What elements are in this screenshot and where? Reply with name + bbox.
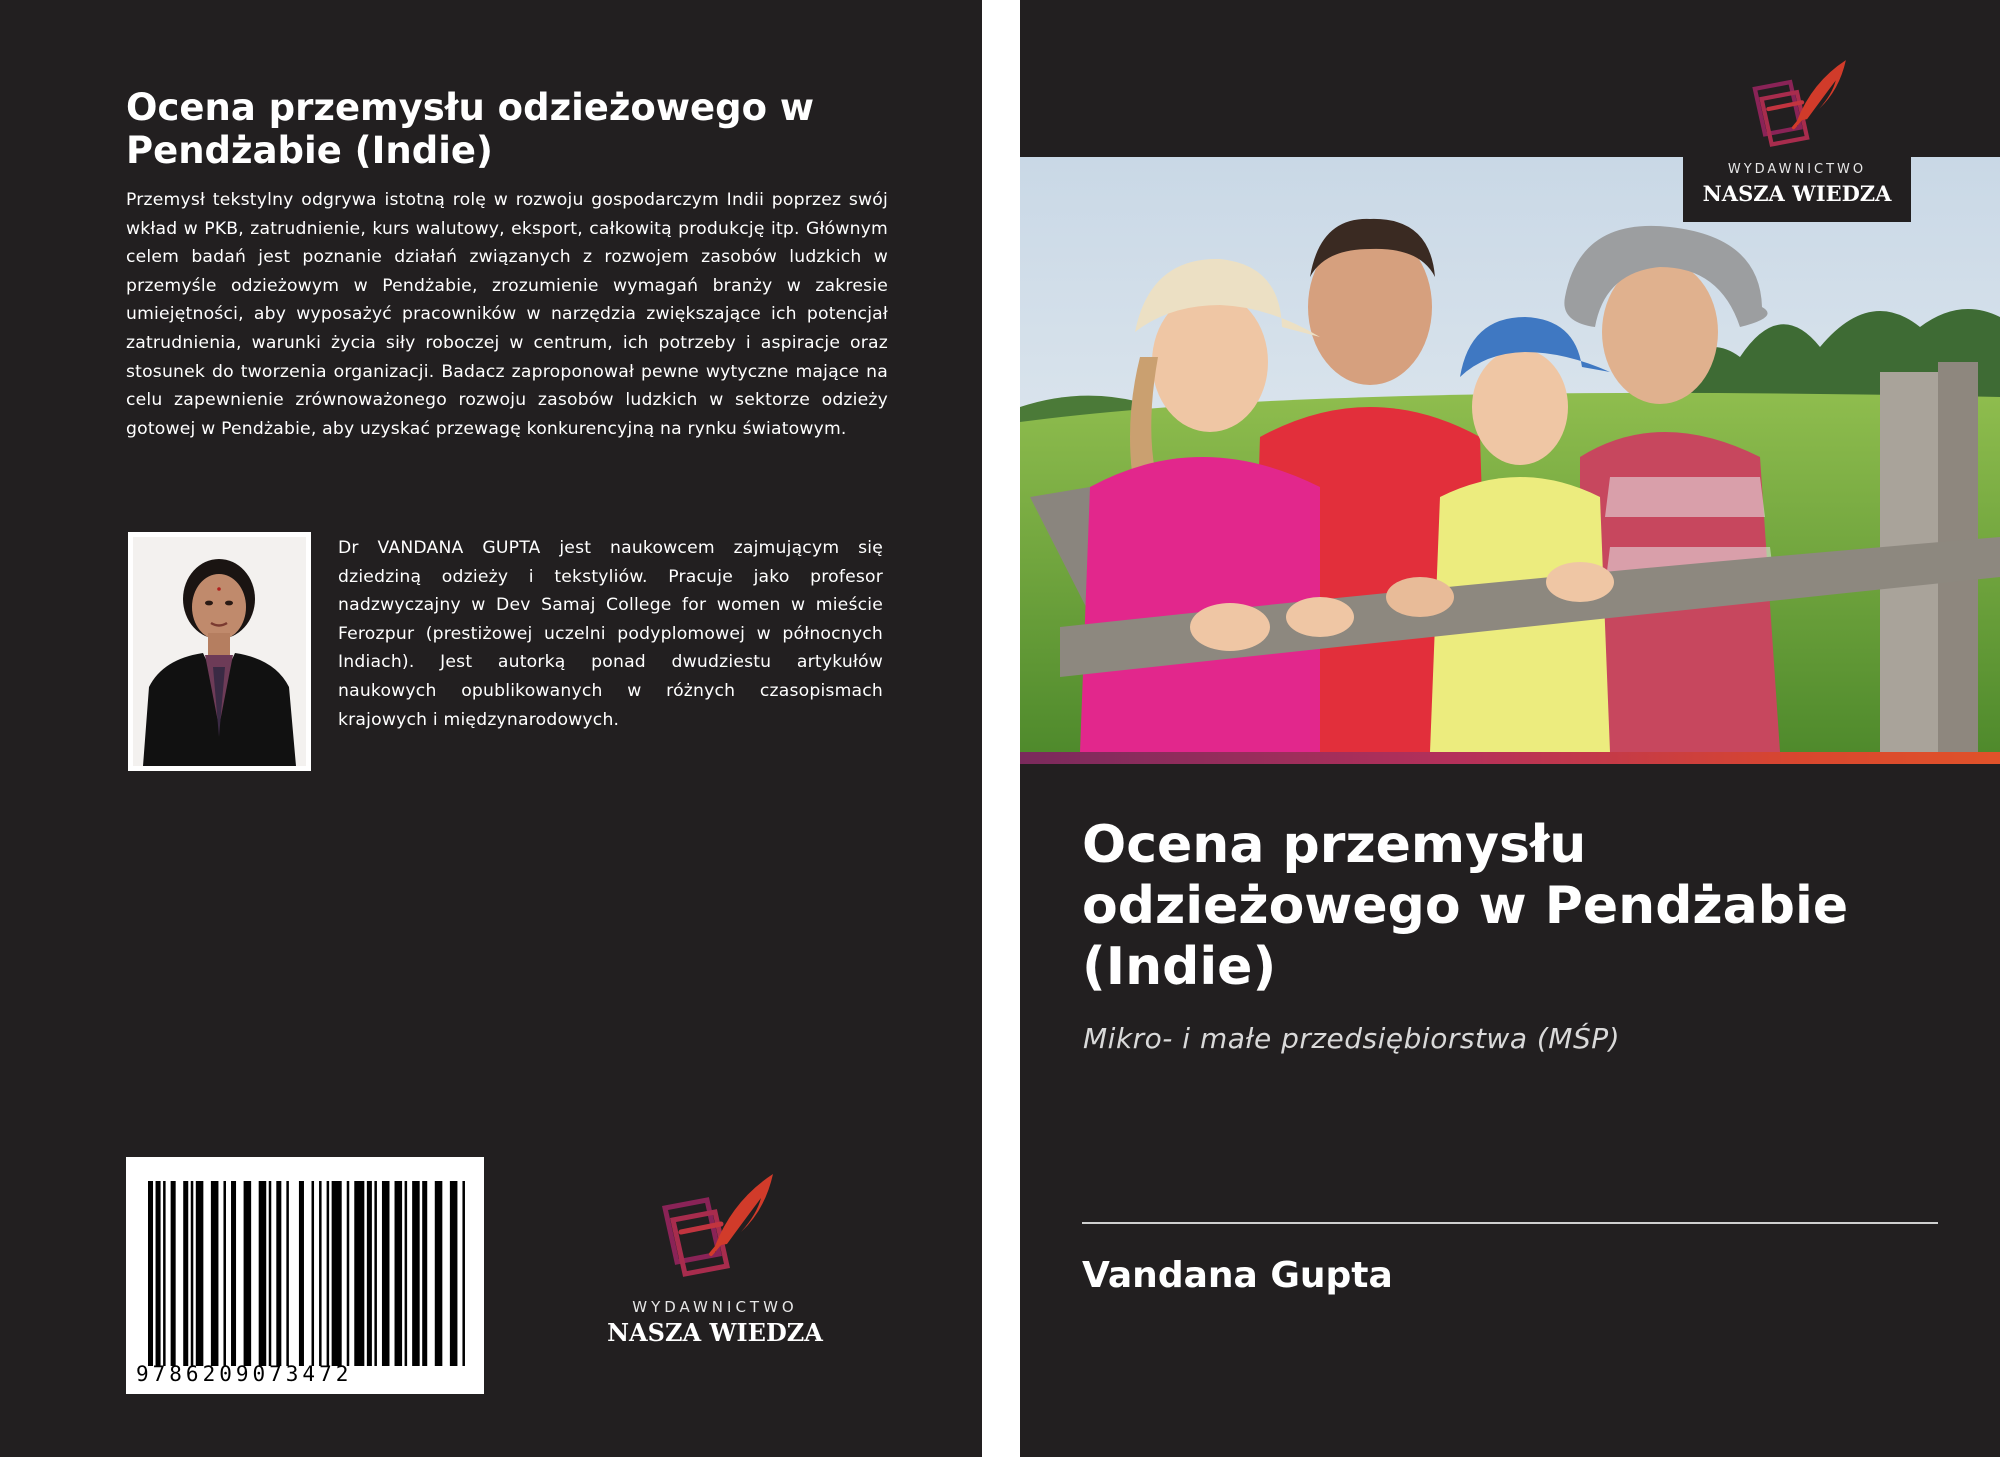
barcode-bar xyxy=(422,1181,427,1366)
isbn-barcode xyxy=(126,1157,484,1394)
barcode-bar xyxy=(374,1181,377,1366)
barcode-bar xyxy=(211,1181,219,1366)
barcode-bar xyxy=(148,1181,153,1366)
front-cover-author: Vandana Gupta xyxy=(1082,1255,1393,1296)
barcode-number: 9786209073472 xyxy=(136,1362,353,1386)
author-bio: Dr VANDANA GUPTA jest naukowcem zajmującym się dziedziną odzieży i tekstyliów. Pracuje jako profesor nadzwyczajny w Dev Samaj College for women w mieście Ferozpur (prestiżowej uczelni podyplomowej w północnych Indiach). Jest autorką ponad dwudziestu artykułów naukowych opublikowanych w różnych czasopismach krajowych i międzynarodowych. xyxy=(338,538,883,730)
barcode-bar xyxy=(156,1181,161,1366)
barcode-bar xyxy=(299,1181,304,1366)
barcode-bar xyxy=(395,1181,403,1366)
barcode-bar xyxy=(269,1181,272,1366)
book-description: Przemysł tekstylny odgrywa istotną rolę w rozwoju gospodarczym Indii poprzez swój wkład w PKB, zatrudnienie, kurs walutowy, eksport, całkowitą produkcję itp. Głównym celem badań jest poznanie działań związanych z rozwojem zasobów ludzkich w przemyśle odzieżowym w Pendżabie, zrozumienie wymagań branży w zakresie umiejętności, aby wyposażyć pracowników w narzędzia zwiększające ich potencjał zatrudnienia, warunki życia siły roboczej w centrum, ich potrzeby i aspiracje oraz stosunek do tworzenia organizacji. Badacz zaproponował pewne wytyczne mające na celu zapewnienie zrównoważonego rozwoju zasobów ludzkich w sektorze odzieży gotowej w Pendżabie, aby uzyskać przewagę konkurencyjną na rynku światowym. xyxy=(126,190,888,439)
spine-gap xyxy=(982,0,1020,1457)
barcode-bar xyxy=(332,1181,342,1366)
barcode-bar xyxy=(354,1181,364,1366)
barcode-bar xyxy=(347,1181,350,1366)
barcode-bar xyxy=(327,1181,330,1366)
book-quill-icon xyxy=(1738,54,1856,154)
barcode-bar xyxy=(435,1181,443,1366)
publisher-label-big: NASZA WIEDZA xyxy=(607,1318,823,1347)
back-publisher-logo xyxy=(595,1170,835,1350)
publisher-label-small: WYDAWNICTWO xyxy=(632,1298,798,1316)
barcode-bar xyxy=(382,1181,390,1366)
cover-photo xyxy=(1020,157,2000,752)
barcode-bar xyxy=(412,1181,420,1366)
barcode-bar xyxy=(312,1181,315,1366)
barcode-bar xyxy=(231,1181,236,1366)
publisher-label-small: WYDAWNICTWO xyxy=(1727,162,1867,177)
barcode-bar xyxy=(276,1181,281,1366)
barcode-bar xyxy=(462,1181,465,1366)
publisher-label-big: NASZA WIEDZA xyxy=(1702,181,1892,206)
barcode-bar xyxy=(223,1181,226,1366)
barcode-bar xyxy=(367,1181,372,1366)
family-photo-image xyxy=(1020,157,2000,752)
author-portrait-image xyxy=(133,537,306,766)
barcode-bar xyxy=(286,1181,289,1366)
barcode-bar xyxy=(259,1181,267,1366)
barcode-bar xyxy=(171,1181,176,1366)
book-quill-icon xyxy=(645,1170,785,1282)
barcode-bar xyxy=(405,1181,408,1366)
accent-divider xyxy=(1020,752,2000,764)
front-publisher-logo xyxy=(1683,40,1911,222)
front-cover-title: Ocena przemysłu odzieżowego w Pendżabie (Indie) xyxy=(1082,815,1849,997)
back-cover xyxy=(0,0,982,1457)
barcode-bar xyxy=(183,1181,188,1366)
author-photo xyxy=(128,532,311,771)
barcode-bar xyxy=(191,1181,194,1366)
barcode-bar xyxy=(163,1181,166,1366)
title-rule xyxy=(1082,1222,1938,1224)
front-cover xyxy=(1020,0,2000,1457)
front-cover-subtitle: Mikro- i małe przedsiębiorstwa (MŚP) xyxy=(1083,1022,1621,1055)
barcode-bars xyxy=(148,1181,470,1366)
back-cover-title: Ocena przemysłu odzieżowego w Pendżabie (Indie) xyxy=(126,86,815,172)
barcode-bar xyxy=(450,1181,458,1366)
barcode-bar xyxy=(319,1181,322,1366)
barcode-bar xyxy=(244,1181,252,1366)
barcode-bar xyxy=(196,1181,204,1366)
